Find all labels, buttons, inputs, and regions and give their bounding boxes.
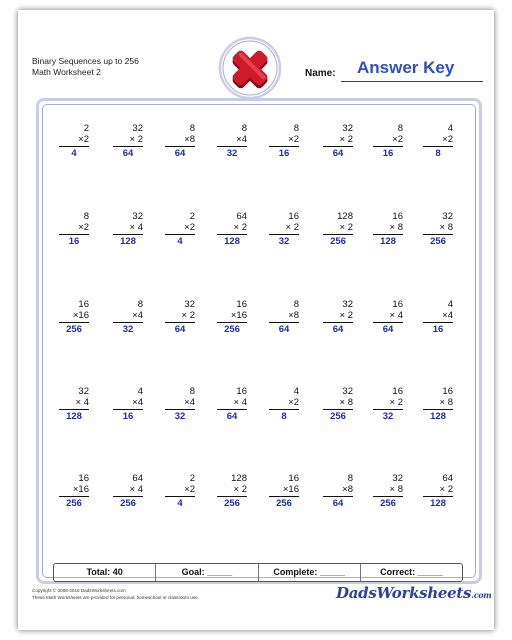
problem-top: 32 bbox=[132, 211, 143, 222]
problem bbox=[59, 386, 89, 422]
problem bbox=[269, 299, 299, 335]
problem-rule bbox=[113, 234, 143, 235]
problem-multiplier: × 8 bbox=[389, 484, 403, 495]
problem-multiplier: × 2 bbox=[233, 484, 247, 495]
problem-multiplier: ×4 bbox=[132, 310, 143, 321]
problem-rule bbox=[217, 322, 247, 323]
problem bbox=[217, 123, 247, 159]
problem-top: 8 bbox=[347, 473, 353, 484]
problem-multiplier: ×2 bbox=[288, 397, 299, 408]
problem-top: 8 bbox=[241, 123, 247, 134]
problem bbox=[423, 473, 453, 509]
problem bbox=[217, 211, 247, 247]
problem bbox=[373, 123, 403, 159]
problem-top: 32 bbox=[342, 123, 353, 134]
problem-rule bbox=[269, 322, 299, 323]
problem bbox=[59, 211, 89, 247]
copyright-line-2: These Math Worksheets are provided for personal, homeschool or classroom use. bbox=[32, 595, 199, 600]
problem bbox=[423, 211, 453, 247]
problem-rule bbox=[59, 146, 89, 147]
problem bbox=[113, 299, 143, 335]
problem bbox=[113, 473, 143, 509]
problem-multiplier: ×16 bbox=[72, 310, 89, 321]
problem-multiplier: × 8 bbox=[439, 222, 453, 233]
problem-top: 8 bbox=[189, 123, 195, 134]
problem-rule bbox=[323, 322, 353, 323]
problem-answer: 256 bbox=[224, 498, 240, 509]
problem-multiplier: ×4 bbox=[132, 397, 143, 408]
problem-rule bbox=[269, 496, 299, 497]
problem-multiplier: ×2 bbox=[288, 134, 299, 145]
problem-multiplier: × 2 bbox=[129, 134, 143, 145]
problem-rule bbox=[373, 496, 403, 497]
problem bbox=[323, 473, 353, 509]
problem-top: 16 bbox=[392, 386, 403, 397]
problem-top: 32 bbox=[184, 299, 195, 310]
problem bbox=[217, 299, 247, 335]
total-cell: Total: 40 bbox=[54, 564, 156, 581]
problem-rule bbox=[269, 146, 299, 147]
problem bbox=[373, 386, 403, 422]
problem-rule bbox=[373, 146, 403, 147]
problem bbox=[269, 473, 299, 509]
problem-top: 8 bbox=[189, 386, 195, 397]
problem-top: 8 bbox=[293, 299, 299, 310]
problem-answer: 64 bbox=[122, 148, 134, 159]
problem-answer: 64 bbox=[226, 411, 238, 422]
problem-answer: 256 bbox=[430, 236, 446, 247]
copyright bbox=[32, 587, 199, 601]
problem bbox=[217, 386, 247, 422]
problem-multiplier: × 2 bbox=[339, 222, 353, 233]
answer-key-label: Answer Key bbox=[357, 58, 455, 77]
problem-multiplier: × 2 bbox=[339, 310, 353, 321]
problem-answer: 256 bbox=[66, 324, 82, 335]
worksheet-title bbox=[32, 56, 139, 78]
problem-multiplier: ×4 bbox=[184, 397, 195, 408]
problem-answer: 4 bbox=[71, 148, 77, 159]
problem-rule bbox=[165, 146, 195, 147]
problem-multiplier: ×16 bbox=[230, 310, 247, 321]
problem bbox=[59, 473, 89, 509]
problem-multiplier: × 4 bbox=[233, 397, 247, 408]
worksheet-page bbox=[18, 10, 494, 630]
problem-multiplier: ×8 bbox=[342, 484, 353, 495]
problem-multiplier: × 4 bbox=[129, 222, 143, 233]
problem-top: 64 bbox=[236, 211, 247, 222]
problem-multiplier: ×8 bbox=[184, 134, 195, 145]
problem-answer: 32 bbox=[382, 411, 394, 422]
problem-rule bbox=[113, 409, 143, 410]
problem bbox=[165, 299, 195, 335]
problem-answer: 64 bbox=[332, 498, 344, 509]
problem-answer: 128 bbox=[120, 236, 136, 247]
problem-multiplier: ×16 bbox=[72, 484, 89, 495]
problem-top: 128 bbox=[231, 473, 247, 484]
problem-answer: 8 bbox=[435, 148, 441, 159]
problem bbox=[269, 386, 299, 422]
problem-frame bbox=[36, 98, 482, 584]
title-line-1: Binary Sequences up to 256 bbox=[32, 56, 139, 66]
problem-answer: 256 bbox=[330, 236, 346, 247]
complete-cell[interactable]: Complete: _____ bbox=[259, 564, 361, 581]
problem-answer: 128 bbox=[430, 411, 446, 422]
problem-top: 32 bbox=[342, 299, 353, 310]
problem-rule bbox=[217, 146, 247, 147]
name-area bbox=[305, 58, 485, 82]
problem-rule bbox=[423, 496, 453, 497]
name-line[interactable] bbox=[341, 81, 483, 82]
problem-answer: 4 bbox=[177, 236, 183, 247]
problem-top: 32 bbox=[132, 123, 143, 134]
problem bbox=[165, 473, 195, 509]
problem-rule bbox=[373, 409, 403, 410]
problem-answer: 256 bbox=[380, 498, 396, 509]
problem-answer: 64 bbox=[174, 324, 186, 335]
problem-rule bbox=[165, 496, 195, 497]
title-line-2: Math Worksheet 2 bbox=[32, 67, 101, 77]
problem-rule bbox=[59, 409, 89, 410]
problem-top: 16 bbox=[288, 211, 299, 222]
problem-rule bbox=[113, 496, 143, 497]
problem-multiplier: × 2 bbox=[285, 222, 299, 233]
problem-answer: 64 bbox=[174, 148, 186, 159]
goal-cell[interactable]: Goal: _____ bbox=[156, 564, 258, 581]
problem bbox=[113, 211, 143, 247]
problem bbox=[59, 123, 89, 159]
problem-rule bbox=[165, 409, 195, 410]
copyright-line-1: Copyright © 2008-2018 DadsWorksheets.com bbox=[32, 588, 126, 593]
problem-rule bbox=[323, 234, 353, 235]
brand-suffix: .com bbox=[471, 590, 492, 600]
problem-answer: 128 bbox=[66, 411, 82, 422]
problem-top: 4 bbox=[293, 386, 299, 397]
problem-answer: 4 bbox=[177, 498, 183, 509]
problem-top: 16 bbox=[236, 299, 247, 310]
problem-multiplier: ×2 bbox=[442, 134, 453, 145]
problem-top: 64 bbox=[442, 473, 453, 484]
problem-rule bbox=[113, 146, 143, 147]
problem bbox=[423, 386, 453, 422]
problem-answer: 32 bbox=[122, 324, 134, 335]
problem-rule bbox=[113, 322, 143, 323]
problem-top: 2 bbox=[189, 211, 195, 222]
problem-multiplier: × 2 bbox=[181, 310, 195, 321]
problem-rule bbox=[423, 146, 453, 147]
problem-top: 4 bbox=[137, 386, 143, 397]
problem bbox=[165, 123, 195, 159]
problem-multiplier: ×2 bbox=[184, 222, 195, 233]
problem-rule bbox=[217, 496, 247, 497]
problem bbox=[217, 473, 247, 509]
problem-multiplier: × 8 bbox=[339, 397, 353, 408]
problem-rule bbox=[165, 234, 195, 235]
problem-answer: 128 bbox=[430, 498, 446, 509]
problem-rule bbox=[59, 322, 89, 323]
problem-rule bbox=[323, 496, 353, 497]
problem bbox=[323, 211, 353, 247]
problem-rule bbox=[59, 234, 89, 235]
problem-answer: 256 bbox=[330, 411, 346, 422]
problem-multiplier: × 2 bbox=[339, 134, 353, 145]
problem-top: 2 bbox=[189, 473, 195, 484]
name-label: Name: bbox=[305, 68, 336, 79]
problem-top: 16 bbox=[78, 299, 89, 310]
problem-answer: 256 bbox=[66, 498, 82, 509]
problem-multiplier: × 2 bbox=[233, 222, 247, 233]
problem-top: 8 bbox=[293, 123, 299, 134]
problem-rule bbox=[423, 322, 453, 323]
problem-answer: 16 bbox=[122, 411, 134, 422]
problem-multiplier: ×16 bbox=[282, 484, 299, 495]
problem bbox=[59, 299, 89, 335]
problem-rule bbox=[323, 146, 353, 147]
problem bbox=[323, 123, 353, 159]
problem-rule bbox=[269, 234, 299, 235]
problem-top: 2 bbox=[83, 123, 89, 134]
problem-top: 32 bbox=[392, 473, 403, 484]
score-box bbox=[53, 563, 463, 582]
problem-top: 16 bbox=[442, 386, 453, 397]
problem-top: 8 bbox=[137, 299, 143, 310]
problem-multiplier: ×2 bbox=[78, 134, 89, 145]
problem-multiplier: × 8 bbox=[439, 397, 453, 408]
problem-top: 16 bbox=[78, 473, 89, 484]
problem-answer: 64 bbox=[332, 148, 344, 159]
problem-top: 16 bbox=[288, 473, 299, 484]
problem bbox=[373, 299, 403, 335]
problem bbox=[113, 123, 143, 159]
problem-multiplier: ×2 bbox=[392, 134, 403, 145]
problem-multiplier: × 2 bbox=[389, 397, 403, 408]
problem-answer: 256 bbox=[276, 498, 292, 509]
problem-answer: 64 bbox=[278, 324, 290, 335]
problem-multiplier: × 2 bbox=[439, 484, 453, 495]
problem-top: 8 bbox=[83, 211, 89, 222]
problem-rule bbox=[323, 409, 353, 410]
problem-answer: 64 bbox=[382, 324, 394, 335]
problem-rule bbox=[59, 496, 89, 497]
problem-top: 64 bbox=[132, 473, 143, 484]
problem-top: 4 bbox=[447, 123, 453, 134]
problem-answer: 8 bbox=[281, 411, 287, 422]
problem-answer: 128 bbox=[380, 236, 396, 247]
problem-answer: 256 bbox=[120, 498, 136, 509]
problem-top: 32 bbox=[342, 386, 353, 397]
problem-grid bbox=[39, 101, 479, 561]
problem-rule bbox=[373, 322, 403, 323]
problem-rule bbox=[217, 234, 247, 235]
problem-top: 32 bbox=[78, 386, 89, 397]
problem-multiplier: × 8 bbox=[389, 222, 403, 233]
problem-answer: 16 bbox=[382, 148, 394, 159]
red-x-icon bbox=[218, 36, 282, 100]
problem-rule bbox=[423, 409, 453, 410]
problem-top: 8 bbox=[397, 123, 403, 134]
correct-cell[interactable]: Correct: _____ bbox=[380, 567, 443, 577]
problem-top: 16 bbox=[392, 299, 403, 310]
problem-answer: 32 bbox=[278, 236, 290, 247]
problem-top: 128 bbox=[337, 211, 353, 222]
problem-answer: 32 bbox=[226, 148, 238, 159]
brand-logo bbox=[336, 584, 491, 602]
problem-answer: 64 bbox=[332, 324, 344, 335]
problem-rule bbox=[373, 234, 403, 235]
problem-multiplier: × 4 bbox=[129, 484, 143, 495]
problem-rule bbox=[423, 234, 453, 235]
problem-multiplier: ×2 bbox=[184, 484, 195, 495]
problem-answer: 128 bbox=[224, 236, 240, 247]
problem-top: 16 bbox=[392, 211, 403, 222]
problem bbox=[423, 123, 453, 159]
problem-answer: 16 bbox=[278, 148, 290, 159]
problem-multiplier: ×2 bbox=[78, 222, 89, 233]
problem-rule bbox=[165, 322, 195, 323]
problem bbox=[373, 211, 403, 247]
problem-answer: 256 bbox=[224, 324, 240, 335]
problem bbox=[423, 299, 453, 335]
problem bbox=[269, 211, 299, 247]
problem-rule bbox=[217, 409, 247, 410]
problem-top: 16 bbox=[236, 386, 247, 397]
problem bbox=[323, 299, 353, 335]
problem bbox=[165, 386, 195, 422]
problem bbox=[165, 211, 195, 247]
problem-top: 4 bbox=[447, 299, 453, 310]
problem-multiplier: × 4 bbox=[75, 397, 89, 408]
problem-multiplier: × 4 bbox=[389, 310, 403, 321]
problem bbox=[323, 386, 353, 422]
problem-multiplier: ×4 bbox=[442, 310, 453, 321]
problem-answer: 16 bbox=[68, 236, 80, 247]
problem bbox=[373, 473, 403, 509]
problem bbox=[113, 386, 143, 422]
brand-main: DadsWorksheets bbox=[336, 584, 472, 602]
problem-answer: 16 bbox=[432, 324, 444, 335]
problem-rule bbox=[269, 409, 299, 410]
problem-answer: 32 bbox=[174, 411, 186, 422]
problem bbox=[269, 123, 299, 159]
problem-multiplier: ×4 bbox=[236, 134, 247, 145]
problem-top: 32 bbox=[442, 211, 453, 222]
problem-multiplier: ×8 bbox=[288, 310, 299, 321]
